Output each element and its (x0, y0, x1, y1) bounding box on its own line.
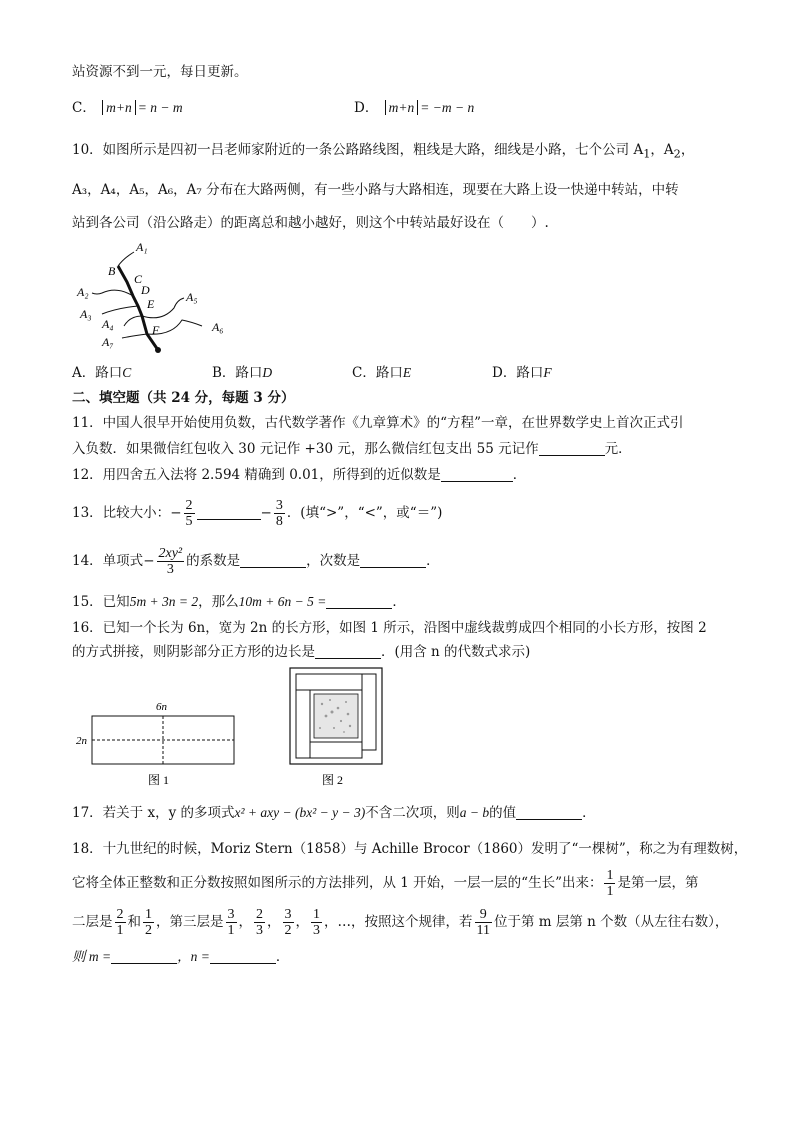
q14-line: 14．单项式− $\frac{\text{2xy²}}{3}$ 的系数是 ，次数是 ． (72, 546, 440, 577)
q10-line-3: 站到各公司（沿公路走）的距离总和越小越好，则这个中转站最好设在（ ）. (72, 215, 549, 231)
continuation-line: 站资源不到一元，每日更新。 (72, 64, 248, 80)
q9-option-d: D． m+n = −m − n (354, 100, 475, 116)
q18-fraction-2-3: $\frac{2}{3}$ (256, 907, 263, 938)
q11-line-2: 入负数．如果微信红包收入 30 元记作 +30 元，那么微信红包支出 55 元记作 元． (72, 441, 632, 457)
figure-1 (72, 698, 242, 790)
fig1-length-label: 6n (156, 701, 167, 713)
q11-answer-blank[interactable] (539, 441, 605, 456)
q17-answer-blank[interactable] (516, 805, 582, 820)
q12-line: 12．用四舍五入法将 2.594 精确到 0.01，所得到的近似数是 ． (72, 467, 527, 483)
figure-2 (286, 666, 386, 790)
fig2-caption: 图 2 (322, 773, 344, 787)
fig2-rect-left (296, 690, 310, 758)
q18-line-2: 它将全体正整数和正分数按照如图所示的方法排列，从 1 开始，一层一层的“生长”出来： $\frac{1}{1}$ 是第一层，第 (72, 868, 699, 899)
q18-line-3: 二层是 $\frac{2}{1}$ 和 $\frac{1}{2}$ ，第三层是 $\frac{3}{1}$ ， $\frac{2}{3}$ ， $\frac{3}{2}$ ， $\frac{1}{3}$ ，…，按照这个规律，若 $\frac{9}{11}$ 位于第 m 层第 n 个数（从左往右数）， (72, 907, 729, 938)
label-a1: A₁ (136, 240, 148, 254)
path-a3 (102, 306, 138, 314)
q16-line-2: 的方式拼接，则阴影部分正方形的边长是 ．(用含 n 的代数式求示) (72, 644, 531, 660)
q18-line-4: 则 m = ，n = ． (72, 949, 290, 965)
label-c: C (134, 272, 143, 286)
q15-answer-blank[interactable] (326, 594, 392, 609)
q14-coefficient-blank[interactable] (240, 553, 306, 568)
q9-option-c: C． m+n = n − m (72, 100, 183, 116)
fig1-caption: 图 1 (148, 773, 170, 787)
q10-option-a: A．路口C (72, 365, 132, 381)
label-a6: A₆ (212, 320, 224, 334)
path-a4 (124, 316, 142, 326)
label-d: D (141, 283, 150, 297)
label-a3: A₃ (80, 307, 92, 321)
road-end-dot (155, 347, 161, 353)
q15-line: 15．已知5m + 3n = 2，那么10m + 6n − 5 = ． (72, 594, 406, 610)
section-heading: 二、填空题（共 24 分，每题 3 分） (72, 390, 295, 406)
label-e: E (147, 297, 155, 311)
q18-n-blank[interactable] (210, 949, 276, 964)
q10-option-c: C．路口E (352, 365, 412, 381)
label-a7: A₇ (102, 335, 114, 349)
q11-line-1: 11．中国人很早开始使用负数，古代数学著作《九章算术》的“方程”一章，在世界数学史上首次正式引 (72, 415, 684, 431)
label-a5: A₅ (186, 290, 198, 304)
q10-option-d: D．路口F (492, 365, 552, 381)
fig2-shaded-square (314, 694, 358, 738)
q18-fraction-1-2: $\frac{1}{2}$ (145, 907, 152, 938)
q13-answer-blank[interactable] (197, 505, 261, 520)
q10-line-1: 10．如图所示是四初一吕老师家附近的一条公路路线图，粗线是大路，细线是小路，七个公司 $A_1$，$A_2$， (72, 142, 695, 161)
label-a4: A₄ (102, 317, 114, 331)
path-a7 (122, 334, 147, 338)
q10-line-2: A₃，A₄，A₅，A₆，A₇ 分布在大路两侧，有一些小路与大路相连，现要在大路上设一快递中转站，中转 (72, 182, 679, 198)
q14-degree-blank[interactable] (360, 553, 426, 568)
q13-line: 13．比较大小：− $\frac{2}{5}$ − $\frac{3}{8}$ ．(填“>”，“<”，或“＝”) (72, 498, 443, 529)
path-a2 (92, 290, 133, 296)
label-b: B (108, 264, 116, 278)
label-f: F (152, 323, 160, 337)
q18-fraction-3-1: $\frac{3}{1}$ (227, 907, 235, 938)
q9-d-abs: m+n (385, 100, 419, 115)
q17-line: 17．若关于 x，y 的多项式x² + axy − (bx² − y − 3)不含二次项，则a − b的值 ． (72, 805, 596, 821)
label-a2: A₂ (77, 285, 89, 299)
road-diagram (72, 238, 242, 360)
q18-fraction-9-11: $\frac{9}{11}$ (476, 907, 490, 938)
q13-fraction-1: $\frac{2}{5}$ (185, 498, 193, 529)
q14-fraction: $\frac{\text{2xy²}}{3}$ (158, 546, 183, 577)
q18-fraction-2-1: $\frac{2}{1}$ (116, 907, 124, 938)
q12-answer-blank[interactable] (441, 467, 513, 482)
q13-fraction-2: $\frac{3}{8}$ (275, 498, 283, 529)
q18-fraction-3-2: $\frac{3}{2}$ (284, 907, 292, 938)
fig1-width-label: 2n (76, 735, 87, 747)
q18-line-1: 18．十九世纪的时候，Moriz Stern（1858）与 Achille Brocor（1860）发明了“一棵树”，称之为有理数树， (72, 841, 748, 857)
q18-fraction-1-3: $\frac{1}{3}$ (313, 907, 320, 938)
fig2-rect-right (362, 674, 376, 750)
fig2-rect-bottom (310, 742, 362, 758)
q16-line-1: 16．已知一个长为 6n，宽为 2n 的长方形，如图 1 所示，沿图中虚线裁剪成四个相同的小长方形，按图 2 (72, 620, 707, 636)
q18-m-blank[interactable] (111, 949, 177, 964)
q9-c-abs: m+n (102, 100, 136, 115)
q16-answer-blank[interactable] (315, 644, 381, 659)
q10-option-b: B．路口D (212, 365, 273, 381)
path-a1 (118, 252, 134, 266)
fig2-rect-top (296, 674, 362, 690)
q18-fraction-layer1: $\frac{1}{1}$ (606, 868, 614, 899)
